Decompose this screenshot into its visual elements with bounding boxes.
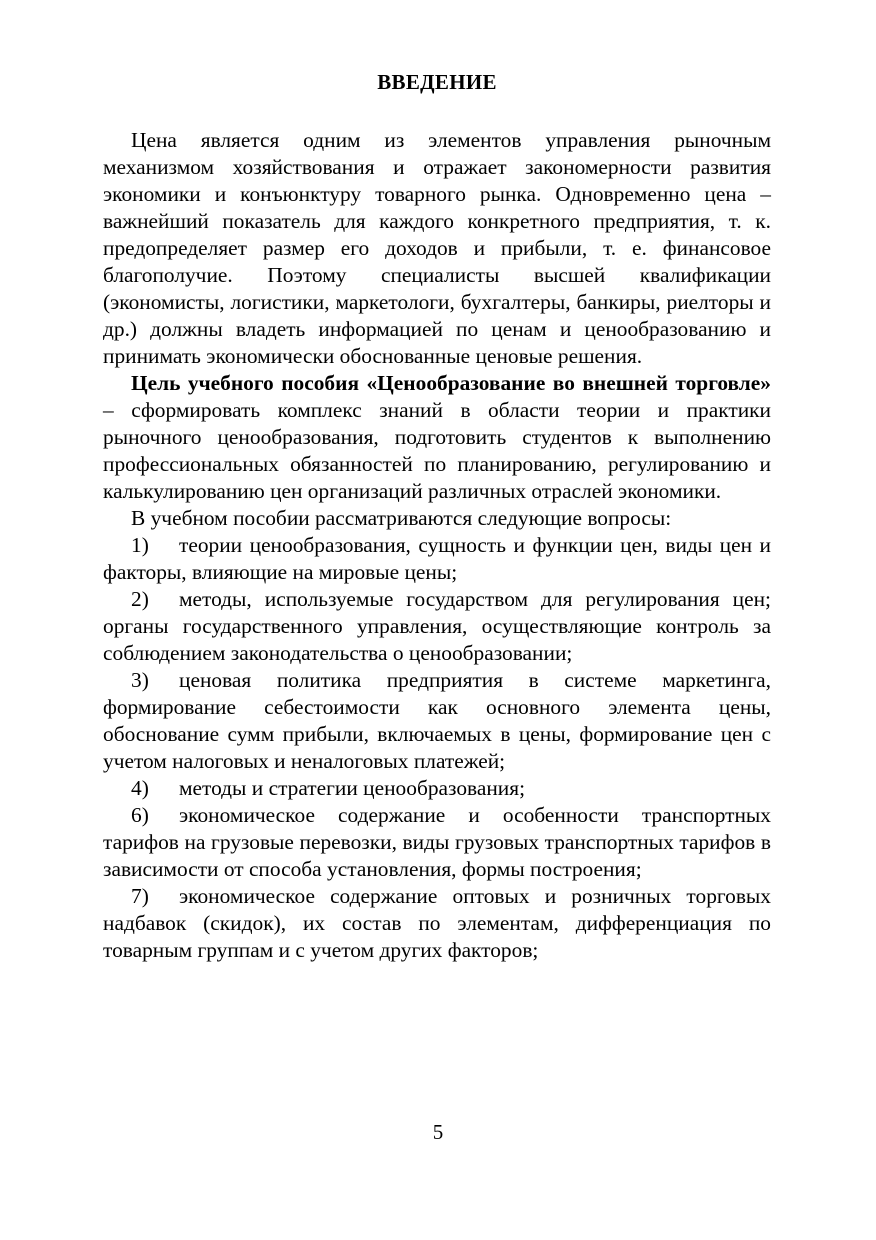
list-item bbox=[103, 883, 771, 964]
list-item bbox=[103, 586, 771, 667]
list-item bbox=[103, 532, 771, 586]
questions-intro: В учебном пособии рассматриваются следующие вопросы: bbox=[131, 506, 672, 530]
list-item-text: экономическое содержание оптовых и розничных торговых надбавок (скидок), их состав по элементам, дифференциация по товарным группам и с учетом других факторов; bbox=[103, 884, 771, 962]
list-item-text: экономическое содержание и особенности транспортных тарифов на грузовые перевозки, виды грузовых транспортных тарифов в зависимости от способа установления, формы построения; bbox=[103, 803, 771, 881]
list-item-number: 3) bbox=[131, 668, 149, 692]
goal-paragraph bbox=[103, 370, 771, 505]
goal-bold-text: Цель учебного пособия «Ценообразование во внешней торговле» bbox=[131, 371, 771, 395]
page-number: 5 bbox=[432, 1120, 444, 1144]
page-title: ВВЕДЕНИЕ bbox=[377, 70, 497, 94]
list-item-text: теории ценообразования, сущность и функции цен, виды цен и факторы, влияющие на мировые цены; bbox=[103, 533, 771, 584]
list-item-number: 2) bbox=[131, 587, 149, 611]
list-item bbox=[103, 775, 771, 802]
list-item-text: методы, используемые государством для регулирования цен; органы государственного управления, осуществляющие контроль за соблюдением законодательства о ценообразовании; bbox=[103, 587, 771, 665]
list-item bbox=[103, 667, 771, 775]
intro-paragraph: Цена является одним из элементов управления рыночным механизмом хозяйствования и отражает закономерности развития экономики и конъюнктуру товарного рынка. Одновременно цена – важнейший показатель для каждого конкретного предприятия, т. к. предопределяет размер его доходов и прибыли, т. е. финансовое благополучие. Поэтому специалисты высшей квалификации (экономисты, логистики, маркетологи, бухгалтеры, банкиры, риелторы и др.) должны владеть информацией по ценам и ценообразованию и принимать экономически обоснованные ценовые решения. bbox=[103, 128, 771, 368]
list-item bbox=[103, 802, 771, 883]
list-item-number: 1) bbox=[131, 533, 149, 557]
list-item-number: 7) bbox=[131, 884, 149, 908]
list-item-number: 4) bbox=[131, 776, 149, 800]
document-page bbox=[103, 68, 771, 964]
list-item-text: ценовая политика предприятия в системе маркетинга, формирование себестоимости как основного элемента цены, обоснование сумм прибыли, включаемых в цены, формирование цен с учетом налоговых и неналоговых платежей; bbox=[103, 668, 771, 773]
list-item-text: методы и стратегии ценообразования; bbox=[179, 776, 526, 800]
goal-text: – сформировать комплекс знаний в области теории и практики рыночного ценообразования, подготовить студентов к выполнению профессиональных обязанностей по планированию, регулированию и калькулированию цен организаций различных отраслей экономики. bbox=[103, 398, 771, 503]
list-item-number: 6) bbox=[131, 803, 149, 827]
